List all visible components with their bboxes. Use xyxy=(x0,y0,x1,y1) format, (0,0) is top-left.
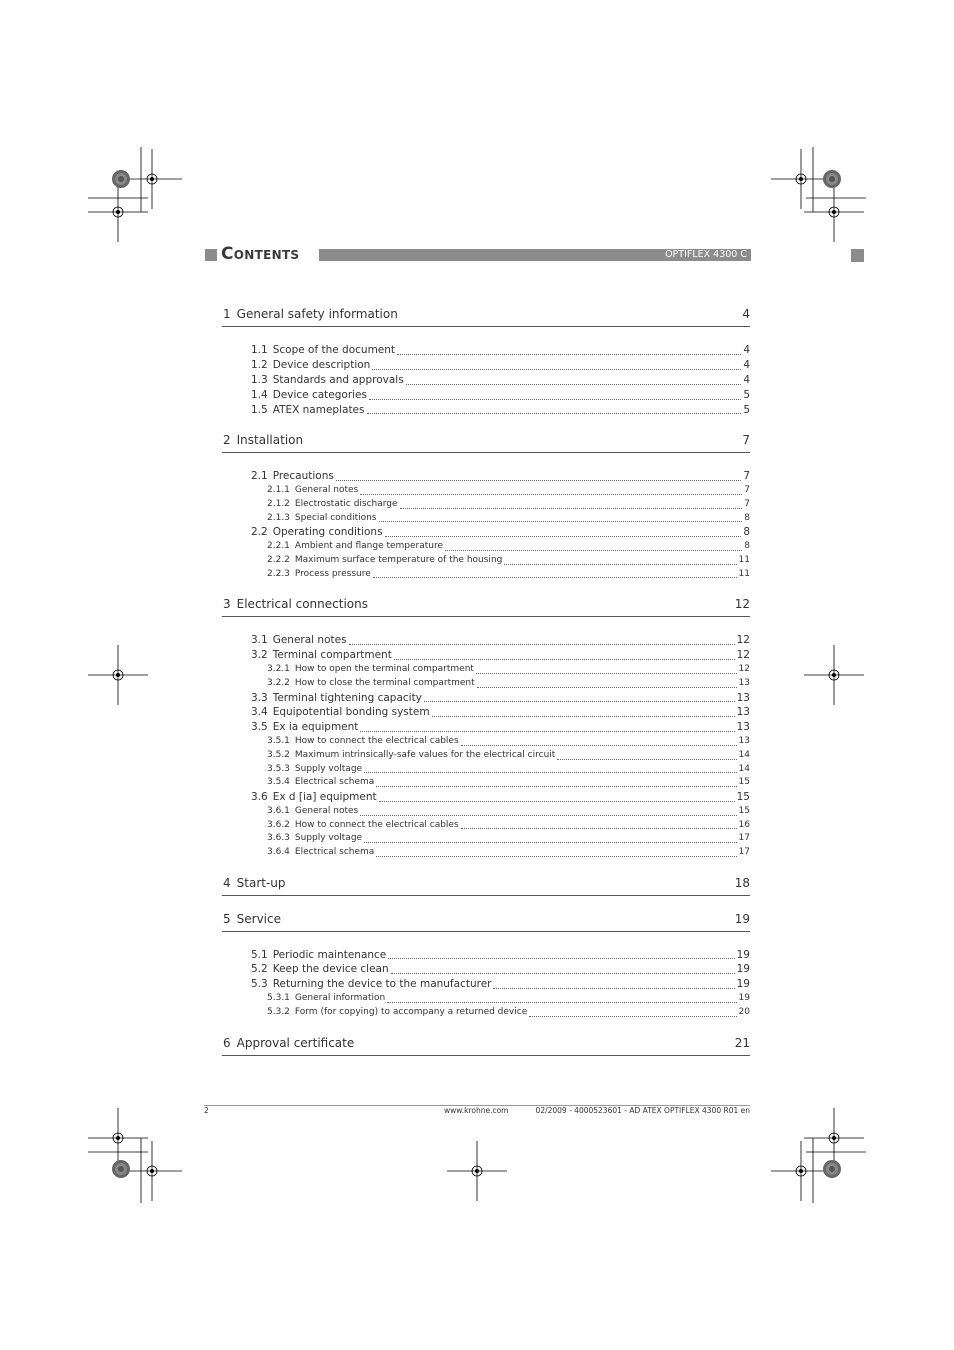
crosshair-icon xyxy=(122,1141,182,1201)
color-rosette-icon xyxy=(112,170,130,188)
toc-entry-label: How to connect the electrical cables xyxy=(294,736,459,747)
toc-entry[interactable] xyxy=(267,735,750,749)
toc-entry-label: Keep the device clean xyxy=(272,963,389,976)
toc-entry[interactable] xyxy=(251,705,750,720)
toc-entry-page: 8 xyxy=(744,512,750,523)
toc-entry-title xyxy=(251,691,422,706)
toc-entry-title xyxy=(267,846,374,860)
toc-entry-title xyxy=(251,962,389,977)
toc-entry-label: Maximum surface temperature of the housing xyxy=(294,554,503,565)
toc-entry-title xyxy=(267,819,459,833)
toc-section-number: 4 xyxy=(223,875,231,890)
toc-entry-page: 19 xyxy=(738,993,750,1004)
toc-entry-number: 2.1 xyxy=(251,470,268,483)
toc-entry-label: Device categories xyxy=(272,388,367,401)
toc-entry-title xyxy=(267,749,555,763)
toc-entry-page: 8 xyxy=(744,541,750,552)
toc-entry[interactable] xyxy=(251,648,750,663)
toc-section-number: 6 xyxy=(223,1035,231,1050)
crosshair-icon xyxy=(88,182,148,242)
toc-entry-number: 2.1.2 xyxy=(267,499,290,510)
toc-entry-title xyxy=(251,343,395,358)
toc-entry-number: 2.2 xyxy=(251,526,268,539)
toc-entry[interactable] xyxy=(267,677,750,691)
toc-entry-label: Supply voltage xyxy=(294,833,363,844)
toc-section-label: General safety information xyxy=(236,307,398,321)
toc-entry-label: Device description xyxy=(272,358,371,371)
toc-entry-page: 4 xyxy=(743,358,750,371)
toc-entry-title xyxy=(267,540,443,554)
toc-entry-number: 3.5 xyxy=(251,721,268,734)
toc-entry-number: 3.2 xyxy=(251,649,268,662)
toc-entry-number: 3.4 xyxy=(251,706,268,719)
toc-entry[interactable] xyxy=(251,403,750,418)
toc-leader-dots xyxy=(360,731,734,732)
toc-entry-title xyxy=(251,373,404,388)
footer-doc-ref: 02/2009 - 4000523601 - AD ATEX OPTIFLEX 4300 R01 en xyxy=(535,1106,750,1115)
color-rosette-icon xyxy=(823,1160,841,1178)
toc-entry-number: 1.2 xyxy=(251,358,268,371)
toc-leader-dots xyxy=(364,772,736,773)
page-title: Contents xyxy=(221,244,300,264)
toc-entry[interactable] xyxy=(267,832,750,846)
toc-entry-page: 7 xyxy=(744,499,750,510)
toc-section-label: Service xyxy=(236,911,281,926)
toc-entry[interactable] xyxy=(251,388,750,403)
toc-entry-number: 5.3 xyxy=(251,978,268,991)
toc-section-title xyxy=(223,911,281,928)
toc-entry[interactable] xyxy=(251,373,750,388)
footer-page-number: 2 xyxy=(204,1106,209,1115)
toc-leader-dots xyxy=(400,508,743,509)
toc-section-page: 7 xyxy=(742,433,750,448)
toc-entry-label: Terminal tightening capacity xyxy=(272,691,422,704)
toc-entry-label: Scope of the document xyxy=(272,344,396,356)
toc-entry-page: 19 xyxy=(736,948,750,961)
toc-entry-number: 2.2.1 xyxy=(267,541,290,552)
toc-entry-label: General notes xyxy=(272,634,347,647)
toc-entry-page: 5 xyxy=(743,388,750,401)
toc-entry-label: General notes xyxy=(294,485,359,496)
toc-leader-dots xyxy=(424,701,735,702)
color-rosette-icon xyxy=(823,170,841,188)
toc-section-title xyxy=(223,1035,354,1052)
toc-entry-number: 3.5.2 xyxy=(267,749,290,760)
toc-entry-number: 3.1 xyxy=(251,634,268,647)
toc-entry-page: 13 xyxy=(736,691,750,704)
toc-section-title xyxy=(223,306,398,323)
toc-entry-page: 20 xyxy=(738,1006,750,1017)
toc-leader-dots xyxy=(373,577,737,578)
toc-entry-title xyxy=(267,776,374,790)
toc-entry-page: 4 xyxy=(743,344,750,356)
toc-leader-dots xyxy=(367,413,742,414)
toc-entry-title xyxy=(267,498,398,512)
toc-entry-label: Operating conditions xyxy=(272,526,383,539)
toc-section-title xyxy=(223,596,368,613)
toc-entry-number: 5.2 xyxy=(251,963,268,976)
toc-entry-title xyxy=(267,512,377,526)
toc-leader-dots xyxy=(360,494,742,495)
toc-entry-page: 11 xyxy=(738,568,750,579)
toc-section-number: 2 xyxy=(223,433,231,448)
toc-entry-title xyxy=(267,992,385,1006)
toc-entry-number: 2.1.1 xyxy=(267,485,290,496)
toc-entry-number: 1.5 xyxy=(251,403,268,416)
crosshair-icon xyxy=(88,645,148,705)
toc-entry-page: 7 xyxy=(743,470,750,483)
toc-entry-page: 13 xyxy=(738,677,750,688)
toc-entry-label: Ambient and flange temperature xyxy=(294,541,444,552)
crosshair-icon xyxy=(771,1141,831,1201)
toc-section-entries xyxy=(222,453,750,596)
toc-section-number: 5 xyxy=(223,911,231,926)
toc-leader-dots xyxy=(504,564,736,565)
toc-entry-label: ATEX nameplates xyxy=(272,403,365,416)
toc-entry-title xyxy=(267,484,358,498)
toc-entry-page: 13 xyxy=(738,736,750,747)
toc-entry-page: 15 xyxy=(736,790,750,803)
toc-entry-page: 13 xyxy=(736,721,750,734)
toc-entry-page: 15 xyxy=(738,777,750,788)
table-of-contents xyxy=(222,306,750,1056)
toc-entry-page: 19 xyxy=(736,963,750,976)
toc-entry[interactable] xyxy=(267,992,750,1006)
toc-section-label: Start-up xyxy=(236,875,286,890)
toc-leader-dots xyxy=(445,550,742,551)
toc-entry-number: 1.4 xyxy=(251,388,268,401)
toc-entry[interactable] xyxy=(267,554,750,568)
toc-entry[interactable] xyxy=(267,1006,750,1020)
toc-section-heading[interactable] xyxy=(222,1035,750,1056)
toc-entry[interactable] xyxy=(251,633,750,648)
footer-website: www.krohne.com xyxy=(444,1106,509,1115)
toc-section-page: 12 xyxy=(734,597,750,612)
toc-leader-dots xyxy=(394,659,735,660)
toc-entry-page: 12 xyxy=(736,634,750,647)
toc-entry-title xyxy=(267,805,358,819)
toc-leader-dots xyxy=(360,815,736,816)
toc-section-page: 18 xyxy=(734,875,750,890)
toc-leader-dots xyxy=(376,786,736,787)
toc-entry-label: Periodic maintenance xyxy=(272,948,387,961)
toc-leader-dots xyxy=(372,369,741,370)
toc-entry[interactable] xyxy=(267,512,750,526)
toc-entry-number: 3.6 xyxy=(251,790,268,803)
toc-entry-page: 14 xyxy=(738,763,750,774)
toc-leader-dots xyxy=(388,958,734,959)
toc-entry-number: 3.3 xyxy=(251,691,268,704)
toc-section-label: Electrical connections xyxy=(236,597,368,612)
toc-entry-page: 8 xyxy=(743,526,750,539)
toc-section-heading[interactable] xyxy=(222,875,750,896)
header-square-right xyxy=(851,249,864,262)
toc-entry-title xyxy=(251,358,370,373)
toc-leader-dots xyxy=(432,716,735,717)
toc-entry-label: Supply voltage xyxy=(294,763,363,774)
toc-entry-label: Form (for copying) to accompany a returned device xyxy=(294,1006,528,1017)
toc-section-entries xyxy=(222,932,750,1035)
toc-leader-dots xyxy=(476,673,737,674)
toc-leader-dots xyxy=(406,384,742,385)
toc-entry-number: 5.3.1 xyxy=(267,993,290,1004)
toc-entry-title xyxy=(251,720,358,735)
toc-leader-dots xyxy=(379,801,735,802)
crosshair-icon xyxy=(122,149,182,209)
toc-leader-dots xyxy=(461,828,737,829)
toc-leader-dots xyxy=(379,521,743,522)
toc-entry-page: 7 xyxy=(744,485,750,496)
toc-entry-number: 5.3.2 xyxy=(267,1006,290,1017)
toc-entry-title xyxy=(267,568,371,582)
toc-entry-title xyxy=(251,388,367,403)
crosshair-icon xyxy=(88,1108,148,1168)
toc-section-number: 3 xyxy=(223,597,231,612)
toc-entry-number: 3.5.1 xyxy=(267,736,290,747)
toc-entry-label: Returning the device to the manufacturer xyxy=(272,978,492,991)
toc-entry-label: Maximum intrinsically-safe values for the electrical circuit xyxy=(294,749,556,760)
toc-entry-page: 12 xyxy=(738,664,750,675)
toc-entry-number: 2.2.3 xyxy=(267,568,290,579)
toc-entry-label: Precautions xyxy=(272,470,334,483)
toc-leader-dots xyxy=(364,842,736,843)
toc-leader-dots xyxy=(391,973,735,974)
toc-entry-title xyxy=(251,633,347,648)
toc-entry-number: 3.6.3 xyxy=(267,833,290,844)
toc-entry-page: 4 xyxy=(743,373,750,386)
toc-entry-title xyxy=(267,763,362,777)
toc-entry-label: Process pressure xyxy=(294,568,371,579)
toc-entry-label: How to connect the electrical cables xyxy=(294,819,459,830)
toc-entry-label: Terminal compartment xyxy=(272,649,392,662)
toc-entry-title xyxy=(251,403,365,418)
toc-entry-page: 13 xyxy=(736,706,750,719)
toc-entry-number: 3.5.4 xyxy=(267,777,290,788)
toc-entry[interactable] xyxy=(251,790,750,805)
toc-entry-label: Ex d [ia] equipment xyxy=(272,790,377,803)
toc-entry[interactable] xyxy=(251,962,750,977)
toc-entry-title xyxy=(251,469,334,484)
toc-section-page: 21 xyxy=(734,1035,750,1050)
toc-entry[interactable] xyxy=(267,484,750,498)
toc-leader-dots xyxy=(385,536,742,537)
toc-leader-dots xyxy=(369,399,741,400)
toc-entry-title xyxy=(267,663,474,677)
toc-entry-title xyxy=(267,832,362,846)
toc-entry[interactable] xyxy=(267,663,750,677)
toc-section-entries xyxy=(222,896,750,911)
toc-entry-number: 3.6.4 xyxy=(267,846,290,857)
toc-entry-label: How to close the terminal compartment xyxy=(294,677,475,688)
toc-entry-page: 5 xyxy=(743,403,750,416)
toc-leader-dots xyxy=(336,480,741,481)
toc-entry-label: Ex ia equipment xyxy=(272,721,359,734)
toc-entry[interactable] xyxy=(267,749,750,763)
crosshair-icon xyxy=(804,645,864,705)
toc-entry[interactable] xyxy=(251,525,750,540)
toc-section-heading[interactable] xyxy=(222,911,750,932)
toc-entry[interactable] xyxy=(251,343,750,358)
toc-section-entries xyxy=(222,327,750,432)
toc-entry-number: 3.2.2 xyxy=(267,677,290,688)
toc-leader-dots xyxy=(397,354,741,355)
toc-section-label: Installation xyxy=(236,433,304,448)
toc-entry-number: 3.5.3 xyxy=(267,763,290,774)
toc-entry-title xyxy=(251,648,392,663)
toc-entry-label: Special conditions xyxy=(294,512,377,523)
toc-entry[interactable] xyxy=(267,819,750,833)
toc-entry[interactable] xyxy=(267,805,750,819)
toc-entry-page: 19 xyxy=(736,978,750,991)
toc-entry-label: Electrostatic discharge xyxy=(294,499,398,510)
toc-entry[interactable] xyxy=(267,763,750,777)
product-name: OPTIFLEX 4300 C xyxy=(665,249,747,260)
toc-section-number: 1 xyxy=(223,307,231,321)
toc-entry[interactable] xyxy=(267,846,750,860)
toc-entry-title xyxy=(251,948,386,963)
toc-section-heading[interactable] xyxy=(222,596,750,617)
toc-entry-title xyxy=(267,735,459,749)
crosshair-icon xyxy=(447,1141,507,1201)
toc-section-page: 4 xyxy=(742,307,750,321)
toc-entry-title xyxy=(251,525,383,540)
toc-entry[interactable] xyxy=(267,498,750,512)
toc-entry-page: 15 xyxy=(738,805,750,816)
toc-entry-page: 11 xyxy=(738,554,750,565)
toc-entry[interactable] xyxy=(251,977,750,992)
toc-leader-dots xyxy=(461,745,737,746)
toc-entry[interactable] xyxy=(267,776,750,790)
header-square-left xyxy=(205,249,217,261)
toc-entry-label: How to open the terminal compartment xyxy=(294,664,474,675)
toc-section-title xyxy=(223,432,303,449)
toc-entry-number: 1.1 xyxy=(251,344,268,356)
toc-entry-number: 2.2.2 xyxy=(267,554,290,565)
toc-entry-title xyxy=(267,1006,527,1020)
toc-entry-label: General notes xyxy=(294,805,359,816)
toc-entry[interactable] xyxy=(251,691,750,706)
color-rosette-icon xyxy=(112,1160,130,1178)
toc-section-entries xyxy=(222,617,750,874)
toc-entry-title xyxy=(251,705,430,720)
toc-entry-number: 3.6.2 xyxy=(267,819,290,830)
toc-entry-number: 5.1 xyxy=(251,948,268,961)
toc-entry-page: 17 xyxy=(738,833,750,844)
toc-section-heading[interactable] xyxy=(222,432,750,453)
toc-leader-dots xyxy=(557,759,736,760)
toc-entry[interactable] xyxy=(267,540,750,554)
toc-section-heading[interactable] xyxy=(222,306,750,327)
toc-leader-dots xyxy=(477,687,737,688)
toc-section-label: Approval certificate xyxy=(236,1035,355,1050)
toc-entry-page: 12 xyxy=(736,649,750,662)
crosshair-icon xyxy=(771,149,831,209)
toc-entry[interactable] xyxy=(251,358,750,373)
toc-entry-page: 17 xyxy=(738,846,750,857)
toc-entry-label: General information xyxy=(294,993,386,1004)
toc-leader-dots xyxy=(529,1016,736,1017)
toc-leader-dots xyxy=(493,988,734,989)
toc-entry-title xyxy=(267,554,502,568)
toc-entry[interactable] xyxy=(251,720,750,735)
toc-entry-label: Electrical schema xyxy=(294,846,375,857)
page-footer xyxy=(204,1105,750,1115)
toc-entry-page: 16 xyxy=(738,819,750,830)
toc-entry-number: 3.2.1 xyxy=(267,664,290,675)
toc-entry-label: Equipotential bonding system xyxy=(272,706,430,719)
toc-entry-page: 14 xyxy=(738,749,750,760)
crosshair-icon xyxy=(804,1108,864,1168)
toc-entry-title xyxy=(251,790,377,805)
toc-leader-dots xyxy=(349,644,735,645)
toc-entry[interactable] xyxy=(251,948,750,963)
header-bar xyxy=(319,249,751,261)
toc-entry-title xyxy=(251,977,491,992)
toc-entry-label: Standards and approvals xyxy=(272,373,404,386)
toc-entry-title xyxy=(267,677,475,691)
toc-leader-dots xyxy=(376,856,736,857)
toc-entry-number: 2.1.3 xyxy=(267,512,290,523)
toc-leader-dots xyxy=(387,1002,736,1003)
toc-entry[interactable] xyxy=(251,469,750,484)
toc-section-title xyxy=(223,875,286,892)
toc-entry[interactable] xyxy=(267,568,750,582)
toc-entry-number: 1.3 xyxy=(251,373,268,386)
toc-section-page: 19 xyxy=(734,911,750,926)
toc-entry-label: Electrical schema xyxy=(294,777,375,788)
crosshair-icon xyxy=(804,182,864,242)
toc-entry-number: 3.6.1 xyxy=(267,805,290,816)
